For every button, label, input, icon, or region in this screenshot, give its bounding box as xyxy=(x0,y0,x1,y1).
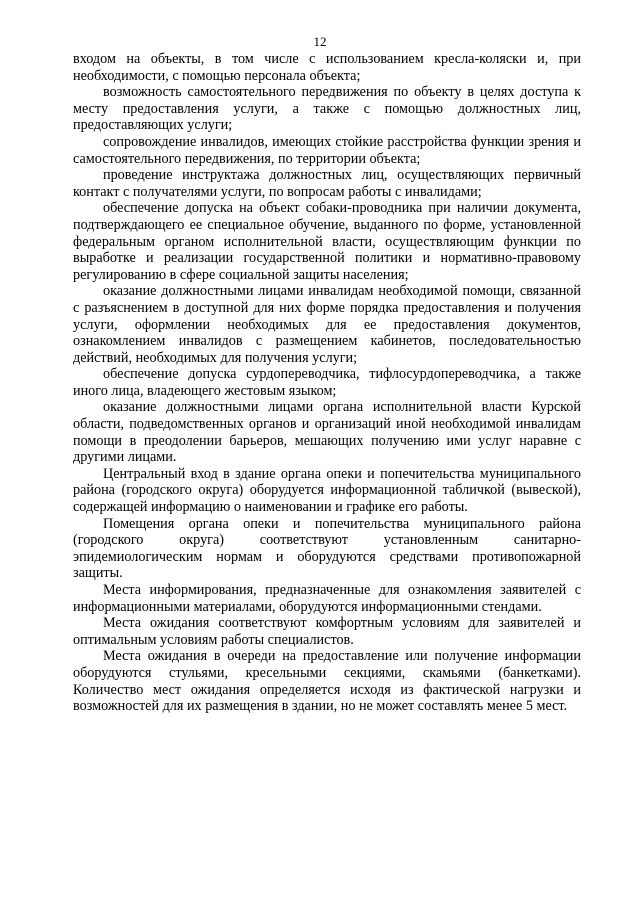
paragraph-11: Места информирования, предназначенные для ознакомления заявителей с информационными материалами, оборудуются информационными стендами. xyxy=(73,582,581,615)
paragraph-5: обеспечение допуска на объект собаки-проводника при наличии документа, подтверждающего ее специальное обучение, выданного по форме, установленной федеральным органом исполнительной власти, осуществляющим функции по выработке и реализации государственной политики и нормативно-правовому регулированию в сфере социальной защиты населения; xyxy=(73,200,581,283)
paragraph-1: входом на объекты, в том числе с использованием кресла-коляски и, при необходимости, с помощью персонала объекта; xyxy=(73,51,581,84)
paragraph-8: оказание должностными лицами органа исполнительной власти Курской области, подведомственных органов и организаций иной необходимой инвалидам помощи в преодолении барьеров, мешающих получению ими услуг наравне с другими лицами. xyxy=(73,399,581,466)
paragraph-10: Помещения органа опеки и попечительства муниципального района (городского округа) соответствуют установленным санитарно-эпидемиологическим нормам и оборудуются средствами противопожарной защиты. xyxy=(73,515,581,582)
paragraph-7: обеспечение допуска сурдопереводчика, тифлосурдопереводчика, а также иного лица, владеющего жестовым языком; xyxy=(73,366,581,399)
paragraph-13: Места ожидания в очереди на предоставление или получение информации оборудуются стульями, кресельными секциями, скамьями (банкетками). Количество мест ожидания определяется исходя из фактической нагрузки и возможностей для их размещения в здании, но не может составлять менее 5 мест. xyxy=(73,648,581,715)
paragraph-3: сопровождение инвалидов, имеющих стойкие расстройства функции зрения и самостоятельного передвижения, по территории объекта; xyxy=(73,133,581,167)
paragraph-4: проведение инструктажа должностных лиц, осуществляющих первичный контакт с получателями услуги, по вопросам работы с инвалидами; xyxy=(73,167,581,200)
document-body xyxy=(73,51,581,715)
paragraph-2: возможность самостоятельного передвижения по объекту в целях доступа к месту предоставления услуги, а также с помощью должностных лиц, предоставляющих услуги; xyxy=(73,84,581,134)
paragraph-6: оказание должностными лицами инвалидам необходимой помощи, связанной с разъяснением в доступной для них форме порядка предоставления и получения услуги, оформлении необходимых для ее предоставления документов, ознакомлением инвалидов с размещением кабинетов, последовательностью действий, необходимых для получения услуги; xyxy=(73,283,581,366)
paragraph-12: Места ожидания соответствуют комфортным условиям для заявителей и оптимальным условиям работы специалистов. xyxy=(73,615,581,648)
page-number: 12 xyxy=(313,34,327,49)
paragraph-9: Центральный вход в здание органа опеки и попечительства муниципального района (городского округа) оборудуется информационной табличкой (вывеской), содержащей информацию о наименовании и графике его работы. xyxy=(73,465,581,516)
